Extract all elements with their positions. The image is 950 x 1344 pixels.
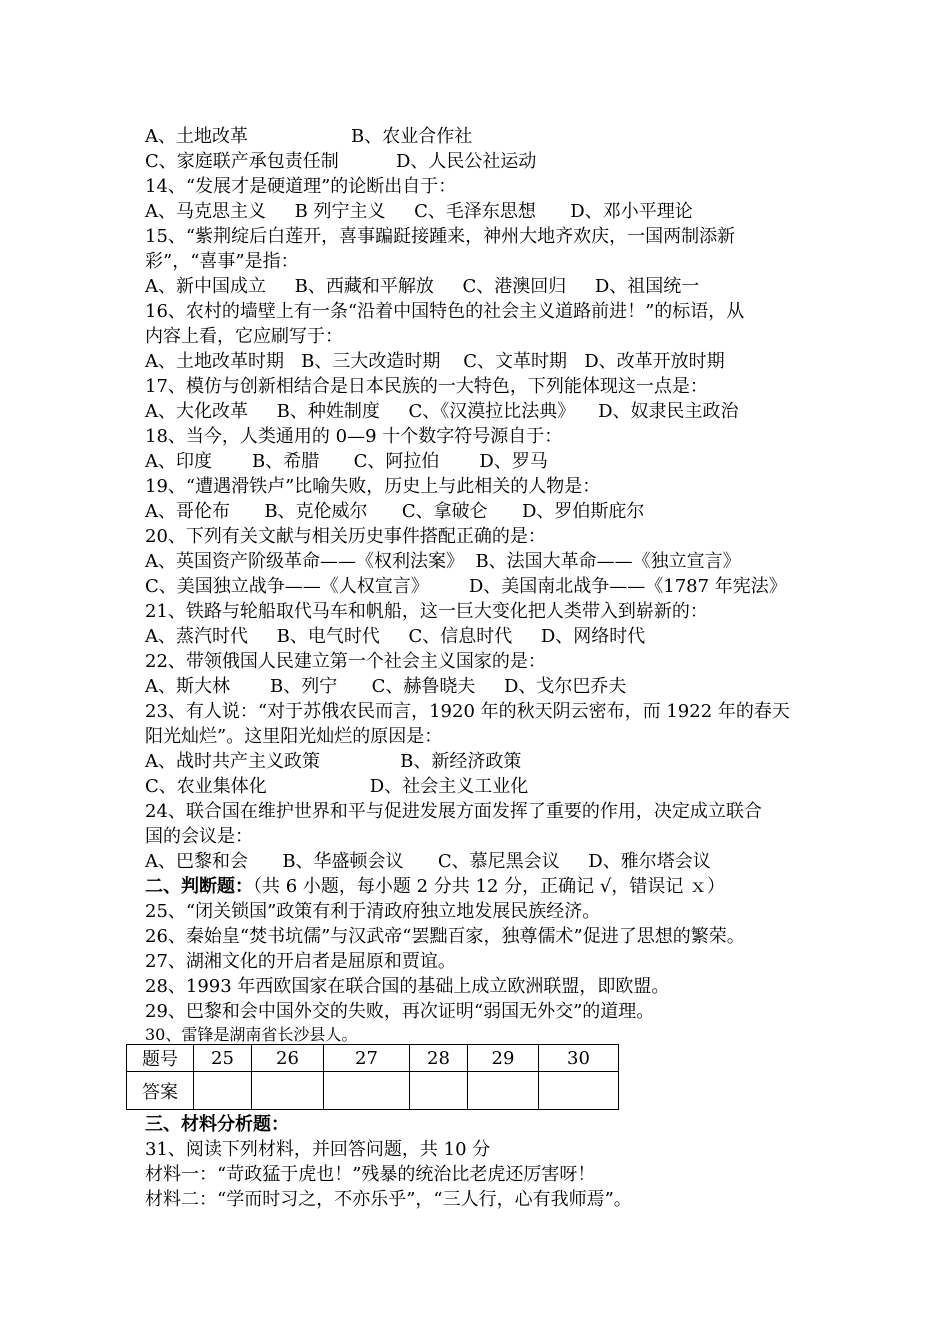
q22-stem: 22、带领俄国人民建立第一个社会主义国家的是： bbox=[145, 651, 546, 672]
answer-table-answer-row bbox=[127, 1072, 619, 1110]
q19-stem: 19、“遭遇滑铁卢”比喻失败，历史上与此相关的人物是： bbox=[145, 476, 601, 497]
q20-options-cd: C、美国独立战争——《人权宣言》 D、美国南北战争——《1787 年宪法》 bbox=[145, 576, 787, 597]
q24-stem-line1: 24、联合国在维护世界和平与促进发展方面发挥了重要的作用，决定成立联合 bbox=[145, 801, 762, 822]
q30-statement: 30、雷锋是湖南省长沙县人。 bbox=[145, 1025, 358, 1044]
q31-stem: 31、阅读下列材料，并回答问题，共 10 分 bbox=[145, 1139, 491, 1160]
q15-stem-line2: 彩”，“喜事”是指： bbox=[145, 251, 299, 272]
answer-table-number-label: 题号 bbox=[127, 1045, 194, 1072]
q14-stem: 14、“发展才是硬道理”的论断出自于： bbox=[145, 176, 457, 197]
section2-note: （共 6 小题，每小题 2 分共 12 分，正确记 √，错误记 ｘ） bbox=[253, 876, 726, 897]
answer-table-number: 28 bbox=[410, 1045, 468, 1072]
q27-statement: 27、湖湘文化的开启者是屈原和贾谊。 bbox=[145, 951, 456, 972]
q21-options: A、蒸汽时代 B、电气时代 C、信息时代 D、网络时代 bbox=[145, 626, 646, 647]
q18-stem: 18、当今，人类通用的 0—9 十个数字符号源自于： bbox=[145, 426, 563, 447]
answer-table-answer-label: 答案 bbox=[127, 1072, 194, 1110]
q28-statement: 28、1993 年西欧国家在联合国的基础上成立欧洲联盟，即欧盟。 bbox=[145, 976, 670, 997]
q24-stem-line2: 国的会议是： bbox=[145, 826, 253, 847]
q13-options-cd: C、家庭联产承包责任制 D、人民公社运动 bbox=[145, 151, 537, 172]
q21-stem: 21、铁路与轮船取代马车和帆船，这一巨大变化把人类带入到崭新的： bbox=[145, 601, 708, 622]
q23-stem-line1: 23、有人说：“对于苏俄农民而言，1920 年的秋天阴云密布，而 1922 年的春天 bbox=[145, 701, 790, 722]
q16-stem-line2: 内容上看，它应刷写于： bbox=[145, 326, 343, 347]
q13-options-ab: A、土地改革 B、农业合作社 bbox=[145, 126, 473, 147]
q15-options: A、新中国成立 B、西藏和平解放 C、港澳回归 D、祖国统一 bbox=[145, 276, 700, 297]
material-two: 材料二：“学而时习之，不亦乐乎”，“三人行，心有我师焉”。 bbox=[145, 1189, 632, 1210]
answer-table bbox=[126, 1044, 619, 1110]
q23-options-cd: C、农业集体化 D、社会主义工业化 bbox=[145, 776, 529, 797]
answer-table-number: 30 bbox=[539, 1045, 619, 1072]
q14-options: A、马克思主义 B 列宁主义 C、毛泽东思想 D、邓小平理论 bbox=[145, 201, 693, 222]
answer-cell[interactable] bbox=[252, 1072, 324, 1110]
q19-options: A、哥伦布 B、克伦威尔 C、拿破仑 D、罗伯斯庇尔 bbox=[145, 501, 645, 522]
q16-stem-line1: 16、农村的墙壁上有一条“沿着中国特色的社会主义道路前进！”的标语，从 bbox=[145, 301, 745, 322]
section2-title bbox=[145, 874, 725, 899]
q22-options: A、斯大林 B、列宁 C、赫鲁晓夫 D、戈尔巴乔夫 bbox=[145, 676, 627, 697]
answer-cell[interactable] bbox=[324, 1072, 410, 1110]
q20-stem: 20、下列有关文献与相关历史事件搭配正确的是： bbox=[145, 526, 546, 547]
q18-options: A、印度 B、希腊 C、阿拉伯 D、罗马 bbox=[145, 451, 548, 472]
q17-options: A、大化改革 B、种姓制度 C、《汉漠拉比法典》 D、奴隶民主政治 bbox=[145, 401, 739, 422]
answer-cell[interactable] bbox=[194, 1072, 252, 1110]
q20-options-ab: A、英国资产阶级革命——《权利法案》 B、法国大革命——《独立宣言》 bbox=[145, 551, 741, 572]
q16-options: A、土地改革时期 B、三大改造时期 C、文革时期 D、改革开放时期 bbox=[145, 351, 725, 372]
q29-statement: 29、巴黎和会中国外交的失败，再次证明“弱国无外交”的道理。 bbox=[145, 1001, 655, 1022]
answer-table-number: 27 bbox=[324, 1045, 410, 1072]
material-one: 材料一：“苛政猛于虎也！”残暴的统治比老虎还厉害呀！ bbox=[145, 1164, 596, 1185]
answer-cell[interactable] bbox=[410, 1072, 468, 1110]
answer-table-number: 29 bbox=[468, 1045, 539, 1072]
q15-stem-line1: 15、“紫荆绽后白莲开，喜事蹁跹接踵来，神州大地齐欢庆，一国两制添新 bbox=[145, 226, 736, 247]
answer-table-header-row bbox=[127, 1045, 619, 1072]
answer-table-number: 25 bbox=[194, 1045, 252, 1072]
q23-stem-line2: 阳光灿烂”。这里阳光灿烂的原因是： bbox=[145, 726, 443, 747]
q26-statement: 26、秦始皇“焚书坑儒”与汉武帝“罢黜百家，独尊儒术”促进了思想的繁荣。 bbox=[145, 926, 745, 947]
q17-stem: 17、模仿与创新相结合是日本民族的一大特色，下列能体现这一点是： bbox=[145, 376, 708, 397]
section3-heading: 三、材料分析题： bbox=[145, 1114, 289, 1135]
q23-options-ab: A、战时共产主义政策 B、新经济政策 bbox=[145, 751, 522, 772]
q24-options: A、巴黎和会 B、华盛顿会议 C、慕尼黑会议 D、雅尔塔会议 bbox=[145, 851, 711, 872]
section2-heading: 二、判断题： bbox=[145, 876, 253, 897]
answer-cell[interactable] bbox=[468, 1072, 539, 1110]
q25-statement: 25、“闭关锁国”政策有利于清政府独立地发展民族经济。 bbox=[145, 901, 601, 922]
answer-cell[interactable] bbox=[539, 1072, 619, 1110]
answer-table-number: 26 bbox=[252, 1045, 324, 1072]
